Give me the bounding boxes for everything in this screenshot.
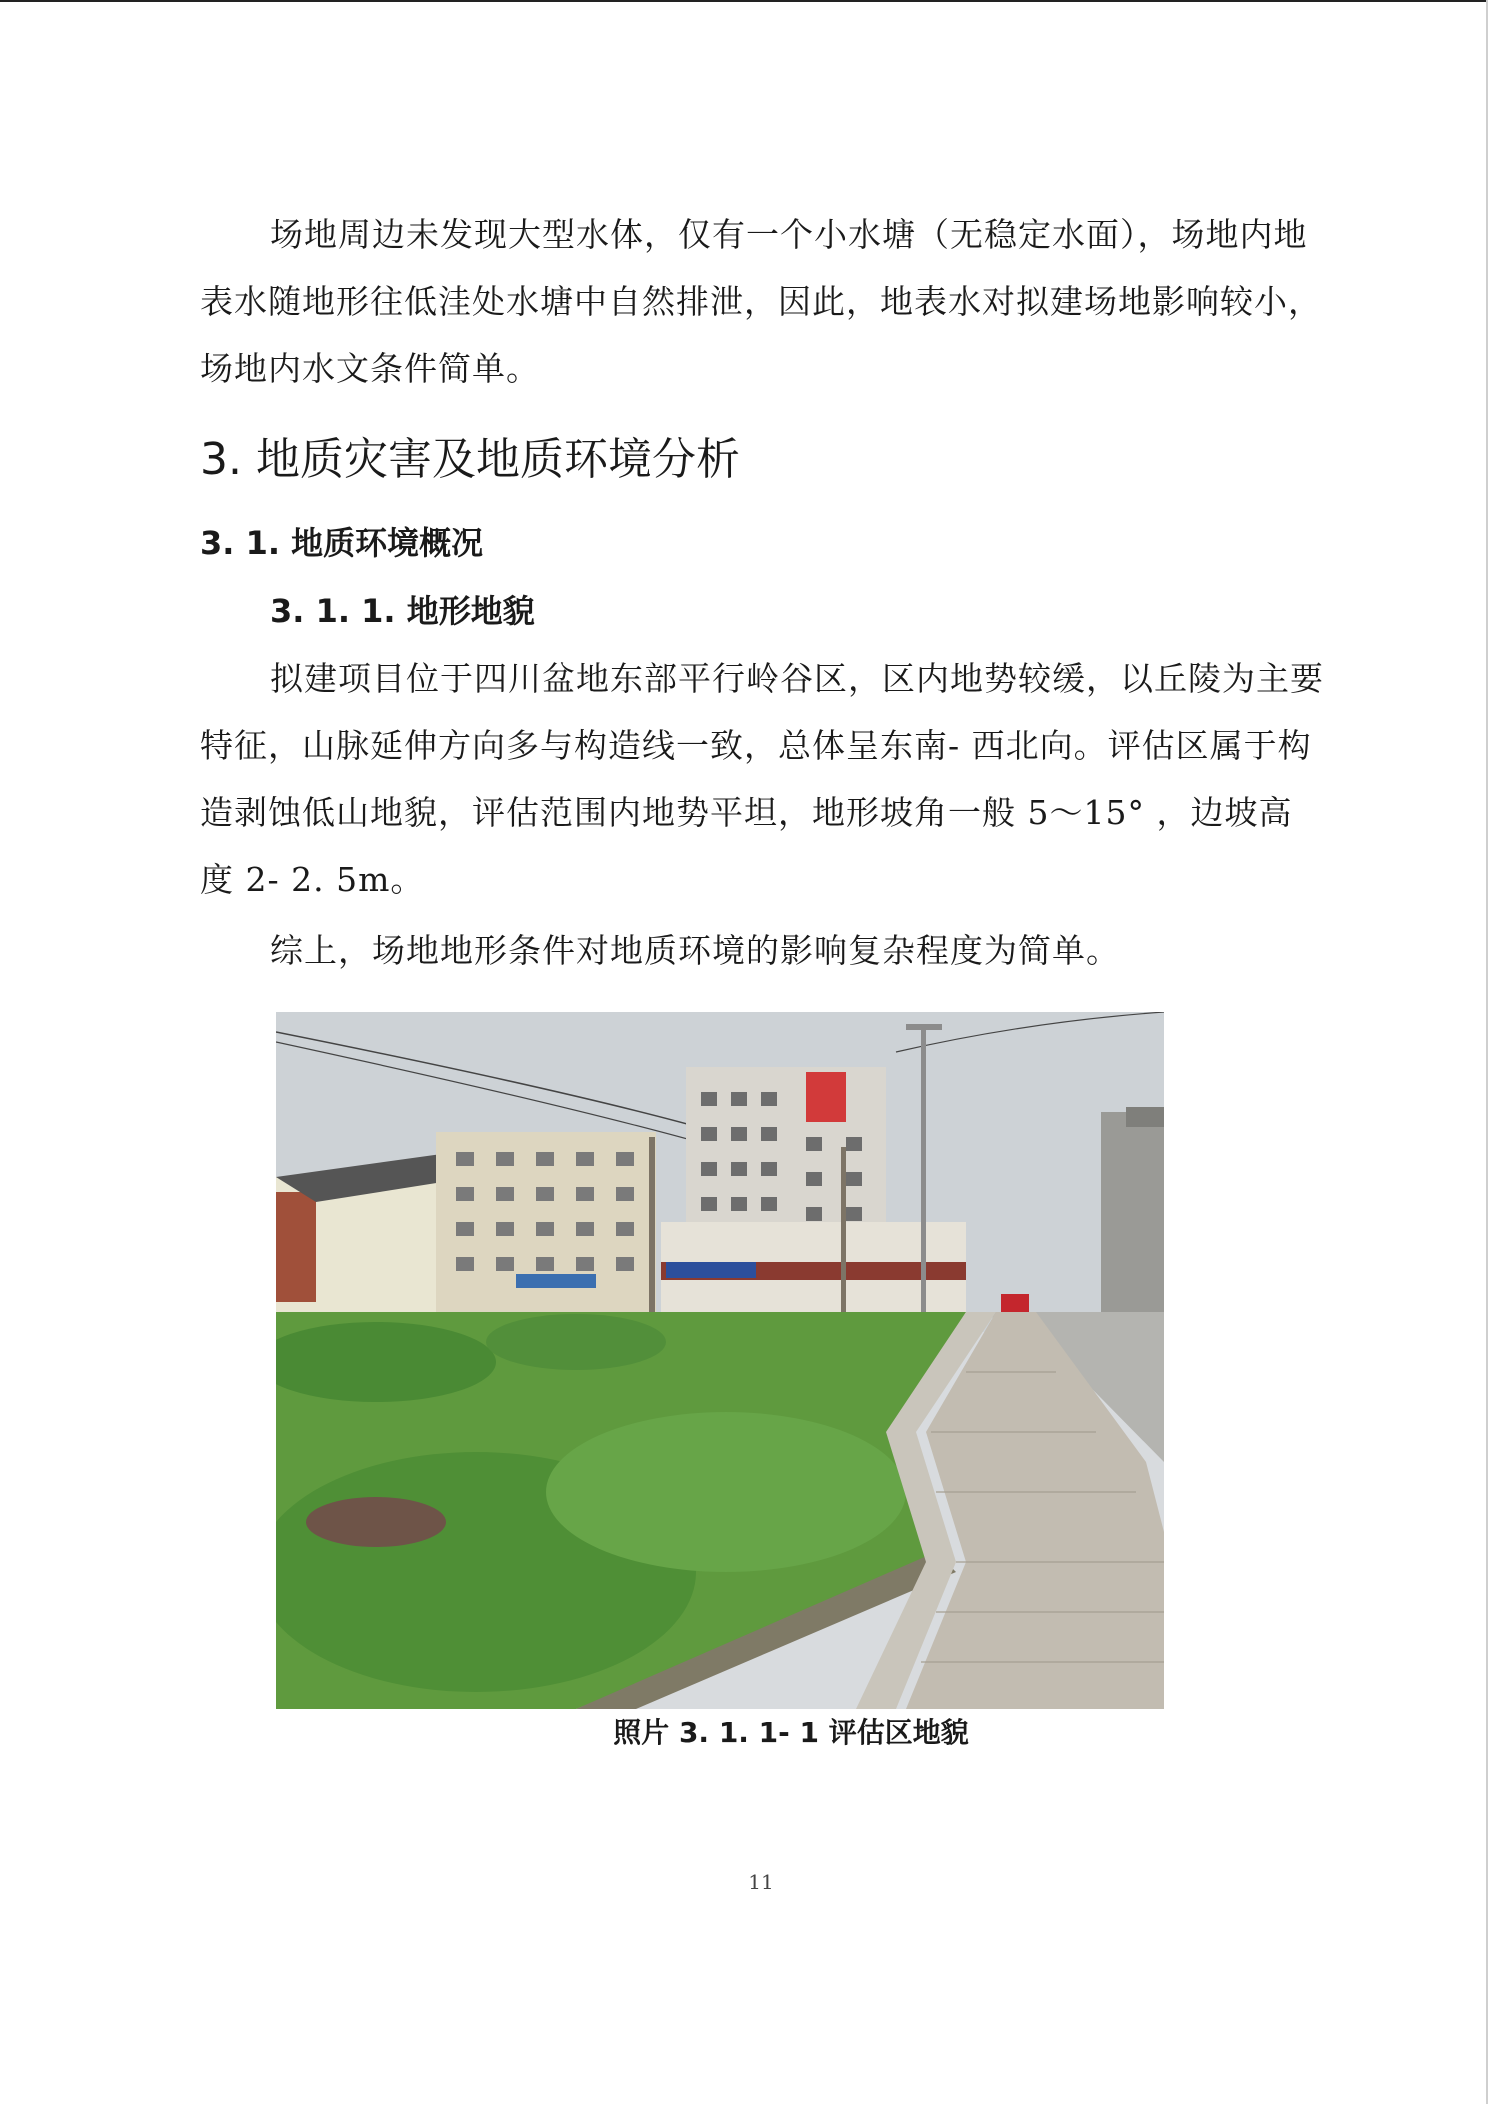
page-number: 11 [748, 1870, 774, 1894]
subsection-heading: 3. 1. 地质环境概况 [200, 524, 484, 562]
photo-caption: 照片 3. 1. 1- 1 评估区地貌 [613, 1716, 969, 1749]
page-top-border [0, 0, 1488, 2]
paragraph-terrain: 拟建项目位于四川盆地东部平行岭谷区，区内地势较缓，以丘陵为主要特征，山脉延伸方向多与构造线一致，总体呈东南- 西北向。评估区属于构造剥蚀低山地貌，评估范围内地势平坦，地形坡角一般 5～15° ，边坡高度 2- 2. 5m。 [200, 659, 1324, 899]
paragraph-hydrology: 场地周边未发现大型水体，仅有一个小水塘（无稳定水面），场地内地表水随地形往低洼处水塘中自然排泄，因此，地表水对拟建场地影响较小，场地内水文条件简单。 [200, 215, 1322, 388]
subsubsection-heading: 3. 1. 1. 地形地貌 [270, 592, 535, 630]
paragraph-conclusion: 综上，场地地形条件对地质环境的影响复杂程度为简单。 [270, 931, 1120, 970]
section-heading: 3. 地质灾害及地质环境分析 [200, 434, 740, 485]
terrain-photo [276, 1012, 1164, 1709]
